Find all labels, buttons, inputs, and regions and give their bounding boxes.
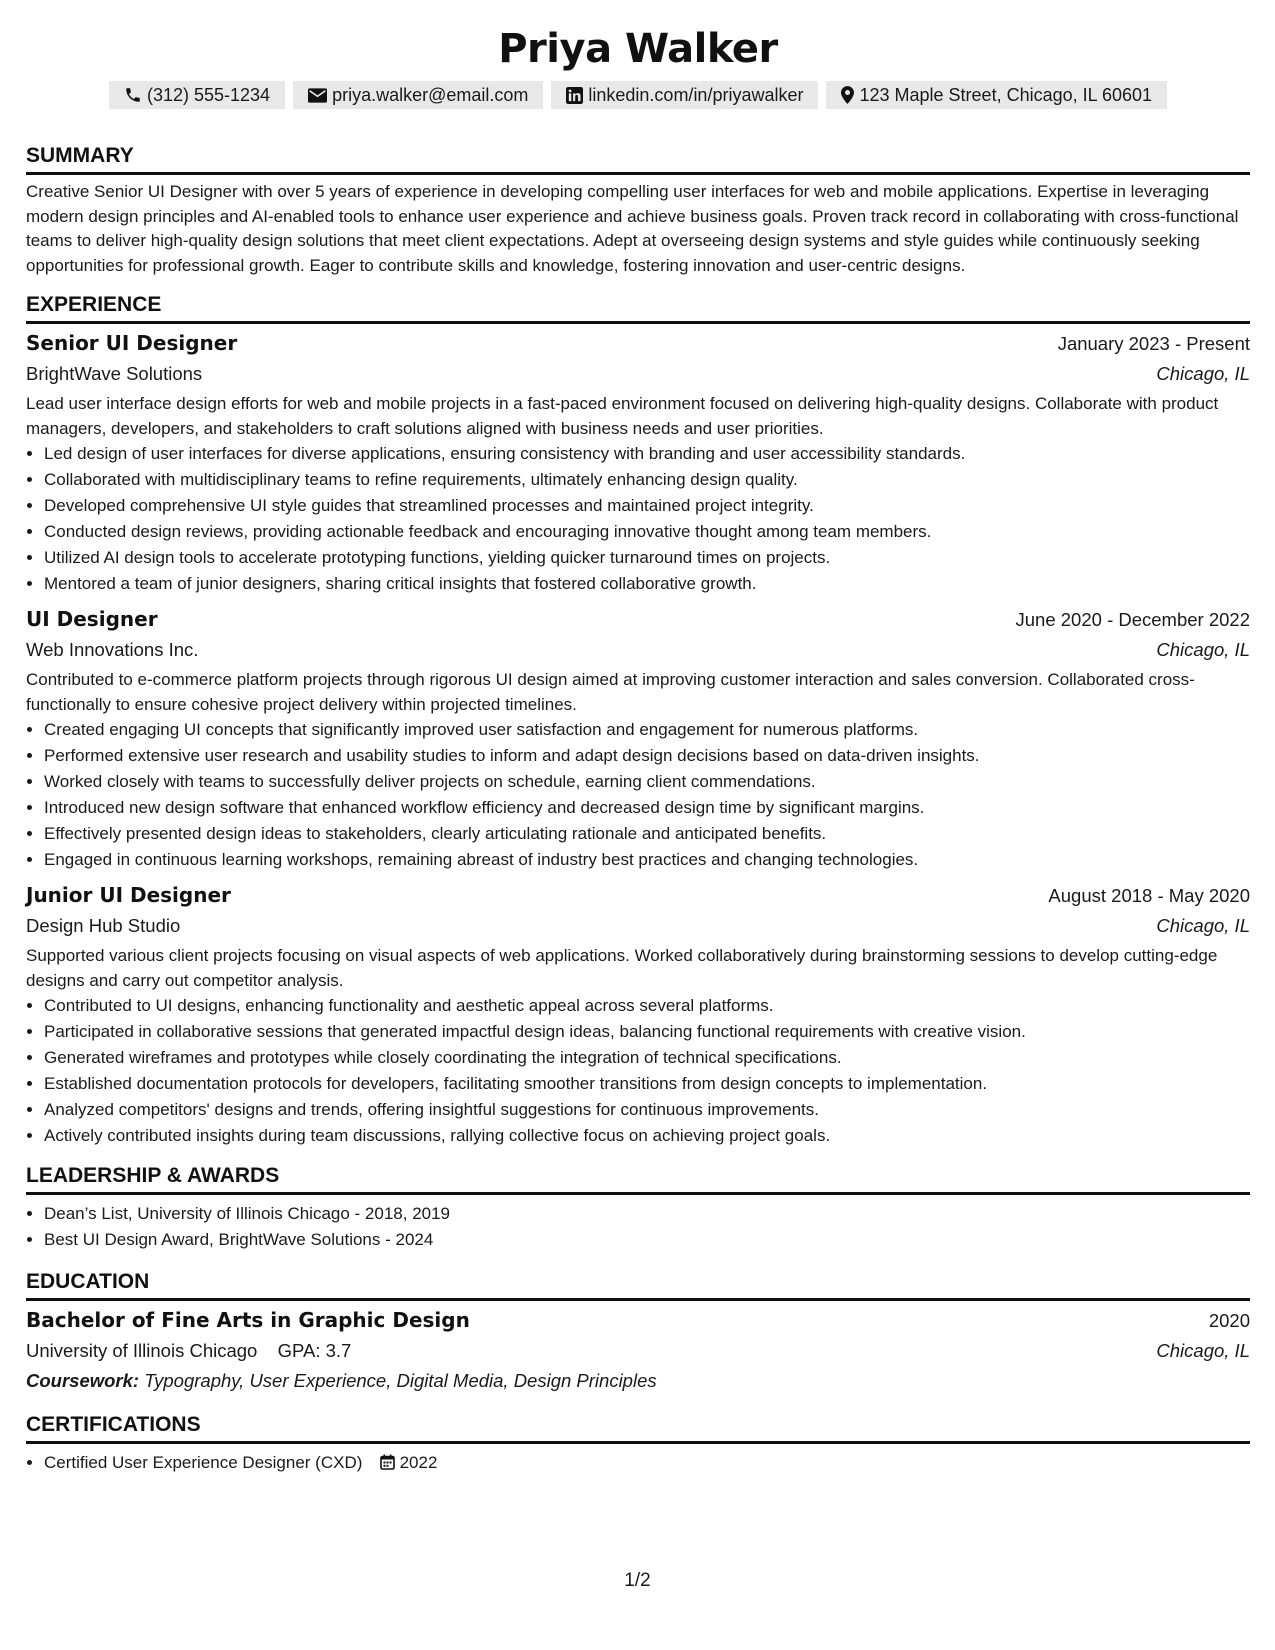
address-text: 123 Maple Street, Chicago, IL 60601 [859, 85, 1153, 105]
list-item: • Dean’s List, University of Illinois Chicago - 2018, 2019 [44, 1201, 1250, 1227]
list-item: • Contributed to UI designs, enhancing functionality and aesthetic appeal across several platforms. [44, 993, 1250, 1019]
calendar-icon [380, 1452, 395, 1478]
gpa: GPA: 3.7 [277, 1340, 352, 1361]
list-item: • Conducted design reviews, providing actionable feedback and encouraging innovative thought among team members. [44, 519, 1250, 545]
company-name: Design Hub Studio [26, 915, 181, 936]
certifications-heading: CERTIFICATIONS [26, 1412, 1250, 1444]
list-item: • Created engaging UI concepts that significantly improved user satisfaction and engagement for numerous platforms. [44, 717, 1250, 743]
education-heading: EDUCATION [26, 1269, 1250, 1301]
candidate-name: Priya Walker [498, 26, 778, 72]
contact-linkedin[interactable] [551, 81, 818, 109]
certification-name: Certified User Experience Designer (CXD) [44, 1453, 363, 1472]
school-location: Chicago, IL [1156, 1340, 1250, 1361]
phone-text: (312) 555-1234 [146, 85, 271, 105]
coursework-label: Coursework: [26, 1370, 140, 1391]
map-pin-icon [841, 86, 854, 104]
job-location: Chicago, IL [1156, 639, 1250, 660]
linkedin-text: linkedin.com/in/priyawalker [588, 85, 804, 105]
linkedin-icon [566, 87, 583, 104]
list-item: • Best UI Design Award, BrightWave Solutions - 2024 [44, 1227, 1250, 1253]
degree-title: Bachelor of Fine Arts in Graphic Design [26, 1308, 470, 1332]
experience-section [26, 292, 1250, 1149]
list-item: • Mentored a team of junior designers, sharing critical insights that fostered collaborative growth. [44, 571, 1250, 597]
job-entry [26, 328, 1250, 597]
phone-icon [124, 86, 142, 104]
envelope-icon [308, 88, 327, 103]
certification-year: 2022 [399, 1453, 438, 1472]
contact-address [826, 81, 1167, 109]
list-item: • Performed extensive user research and usability studies to inform and adapt design decisions based on data-driven insights. [44, 743, 1250, 769]
job-entry [26, 604, 1250, 873]
contact-email[interactable] [293, 81, 543, 109]
list-item: • Engaged in continuous learning workshops, remaining abreast of industry best practices and changing technologies. [44, 847, 1250, 873]
certifications-section [26, 1412, 1250, 1478]
job-bullets [26, 441, 1250, 597]
job-location: Chicago, IL [1156, 915, 1250, 936]
list-item: • Effectively presented design ideas to stakeholders, clearly articulating rationale and anticipated benefits. [44, 821, 1250, 847]
page-number: 1/2 [624, 1570, 651, 1591]
coursework [26, 1366, 1250, 1396]
job-bullets [26, 993, 1250, 1149]
list-item: • Generated wireframes and prototypes while closely coordinating the integration of technical specifications. [44, 1045, 1250, 1071]
education-section [26, 1269, 1250, 1396]
experience-heading: EXPERIENCE [26, 292, 1250, 324]
job-bullets [26, 717, 1250, 873]
resume-page [26, 0, 1250, 1478]
job-entry [26, 880, 1250, 1149]
list-item: • Analyzed competitors' designs and trends, offering insightful suggestions for continuous improvements. [44, 1097, 1250, 1123]
list-item [44, 1450, 1250, 1478]
list-item: • Worked closely with teams to successfully deliver projects on schedule, earning client commendations. [44, 769, 1250, 795]
job-dates: June 2020 - December 2022 [1015, 609, 1250, 630]
summary-text: Creative Senior UI Designer with over 5 years of experience in developing compelling user interfaces for web and mobile applications. Expertise in leveraging modern design principles and AI-enabled tools to enhance user experience and achieve business goals. Proven track record in collaborating with cross-functional teams to deliver high-quality design solutions that meet client expectations. Adept at overseeing design systems and style guides while continuously seeking opportunities for professional growth. Eager to contribute skills and knowledge, fostering innovation and user-centric designs. [26, 182, 1239, 275]
list-item: • Established documentation protocols for developers, facilitating smoother transitions from design concepts to implementation. [44, 1071, 1250, 1097]
list-item: • Actively contributed insights during team discussions, rallying collective focus on achieving project goals. [44, 1123, 1250, 1149]
job-title: UI Designer [26, 607, 158, 631]
job-location: Chicago, IL [1156, 363, 1250, 384]
awards-list [26, 1201, 1250, 1253]
job-description: Contributed to e-commerce platform projects through rigorous UI design aimed at improving customer interaction and sales conversion. Collaborated cross-functionally to ensure cohesive project delivery within projected timelines. [26, 670, 1195, 714]
company-name: BrightWave Solutions [26, 363, 203, 384]
summary-section [26, 143, 1250, 278]
email-text: priya.walker@email.com [332, 85, 529, 105]
contact-bar [26, 81, 1250, 109]
list-item: • Utilized AI design tools to accelerate prototyping functions, yielding quicker turnaround times on projects. [44, 545, 1250, 571]
job-title: Senior UI Designer [26, 331, 238, 355]
job-description: Lead user interface design efforts for web and mobile projects in a fast-paced environment focused on delivering high-quality designs. Collaborate with product managers, developers, and stakeholders to craft solutions aligned with business needs and user priorities. [26, 394, 1219, 438]
list-item: • Participated in collaborative sessions that generated impactful design ideas, balancing functional requirements with creative vision. [44, 1019, 1250, 1045]
list-item: • Collaborated with multidisciplinary teams to refine requirements, ultimately enhancing design quality. [44, 467, 1250, 493]
job-dates: August 2018 - May 2020 [1048, 885, 1250, 906]
company-name: Web Innovations Inc. [26, 639, 199, 660]
list-item: • Introduced new design software that enhanced workflow efficiency and decreased design time by significant margins. [44, 795, 1250, 821]
graduation-year: 2020 [1208, 1310, 1250, 1331]
job-description: Supported various client projects focusing on visual aspects of web applications. Worked collaboratively during brainstorming sessions to develop cutting-edge designs and carry out competitor analysis. [26, 946, 1218, 990]
job-title: Junior UI Designer [26, 883, 231, 907]
awards-heading: LEADERSHIP & AWARDS [26, 1163, 1250, 1195]
list-item: • Developed comprehensive UI style guides that streamlined processes and maintained project integrity. [44, 493, 1250, 519]
list-item: • Led design of user interfaces for diverse applications, ensuring consistency with branding and user accessibility standards. [44, 441, 1250, 467]
certifications-list [26, 1450, 1250, 1478]
job-dates: January 2023 - Present [1057, 333, 1250, 354]
contact-phone [109, 81, 285, 109]
summary-heading: SUMMARY [26, 143, 1250, 175]
awards-section [26, 1163, 1250, 1253]
school-name: University of Illinois Chicago [26, 1340, 258, 1361]
coursework-text: Typography, User Experience, Digital Media, Design Principles [144, 1370, 657, 1391]
